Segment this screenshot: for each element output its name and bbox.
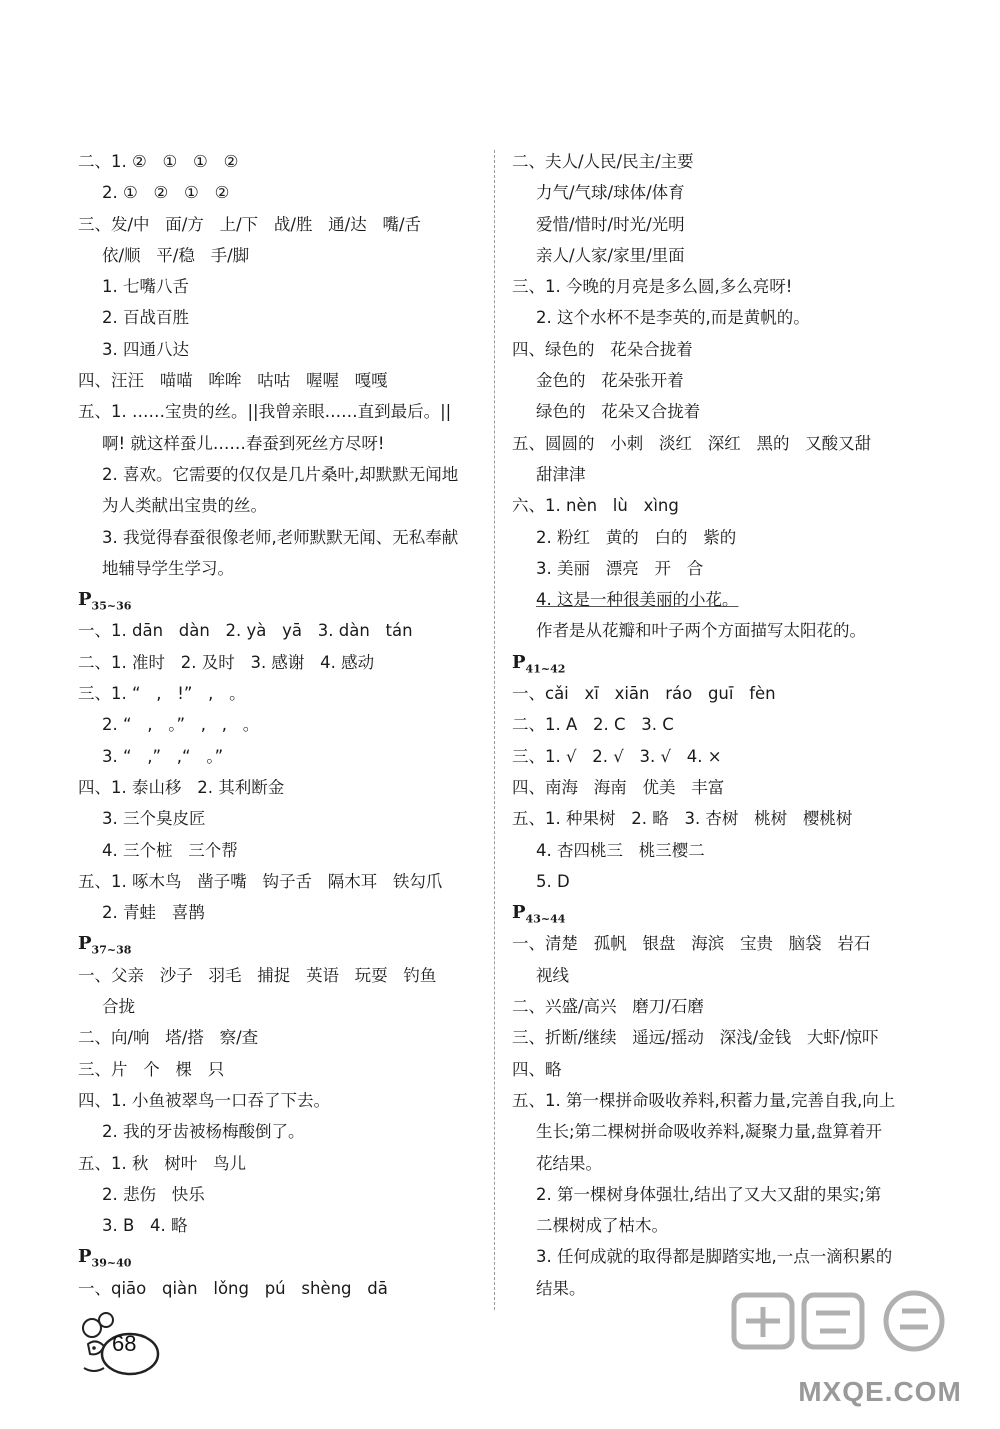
answer-text: 爱惜/惜时/时光/光明 bbox=[536, 214, 685, 234]
page-range: 35~36 bbox=[91, 599, 132, 613]
answer-text: 三、1. 今晚的月亮是多么圆,多么亮呀! bbox=[512, 277, 793, 297]
answer-text: 二、夫人/人民/民主/主要 bbox=[512, 152, 694, 171]
answer-line bbox=[512, 803, 922, 834]
answer-line bbox=[78, 960, 488, 991]
answer-text: 三、1. “ , !” , 。 bbox=[78, 684, 246, 704]
answer-line bbox=[512, 271, 922, 302]
answer-text: 一、qiāo qiàn lǒng pú shèng dā bbox=[78, 1278, 388, 1298]
answer-line bbox=[78, 302, 488, 333]
page-letter: P bbox=[78, 933, 92, 955]
page-letter: P bbox=[512, 651, 526, 673]
answer-line bbox=[512, 302, 922, 333]
answer-line bbox=[512, 240, 922, 271]
answer-text: 3. B 4. 略 bbox=[102, 1216, 188, 1236]
column-divider bbox=[494, 150, 495, 1310]
answer-text: 为人类献出宝贵的丝。 bbox=[102, 496, 267, 516]
answer-line bbox=[512, 1179, 922, 1210]
answer-line bbox=[512, 1116, 922, 1147]
answer-line bbox=[78, 709, 488, 740]
answer-text: 依/顺 平/稳 手/脚 bbox=[102, 245, 250, 265]
answer-text: 五、1. 秋 树叶 鸟儿 bbox=[78, 1153, 246, 1173]
answer-text: 3. 我觉得春蚕很像老师,老师默默无闻、无私奉献 bbox=[102, 527, 459, 547]
page-letter: P bbox=[512, 902, 526, 924]
answer-text: 金色的 花朵张开着 bbox=[536, 371, 684, 391]
answer-text: 2. 青蛙 喜鹊 bbox=[102, 903, 205, 923]
page-range-heading bbox=[512, 647, 922, 678]
answer-text: 2. 喜欢。它需要的仅仅是几片桑叶,却默默无闻地 bbox=[102, 464, 459, 484]
answer-line bbox=[78, 835, 488, 866]
answer-text: 力气/气球/球体/体育 bbox=[536, 183, 685, 203]
answer-line bbox=[78, 1148, 488, 1179]
answer-text: 5. D bbox=[536, 871, 570, 891]
answer-line bbox=[78, 1179, 488, 1210]
answer-text: 地辅导学生学习。 bbox=[102, 558, 234, 578]
answer-line bbox=[78, 897, 488, 928]
watermark-text: MXQE.COM bbox=[798, 1376, 962, 1407]
answer-line bbox=[512, 396, 922, 427]
answer-line bbox=[512, 334, 922, 365]
answer-text: 4. 三个桩 三个帮 bbox=[102, 840, 238, 860]
answer-line bbox=[78, 177, 488, 208]
answer-line bbox=[78, 647, 488, 678]
answer-text: 3. “ ,” ,“ 。” bbox=[102, 746, 224, 766]
answer-text: 花结果。 bbox=[536, 1153, 602, 1173]
answer-text: 二、1. 准时 2. 及时 3. 感谢 4. 感动 bbox=[78, 652, 375, 672]
answer-text: 一、cǎi xī xiān ráo guī fèn bbox=[512, 684, 776, 704]
answer-text: 视线 bbox=[536, 965, 569, 985]
answer-text: 五、1. 啄木鸟 凿子嘴 钩子舌 隔木耳 铁勾爪 bbox=[78, 871, 443, 891]
answer-text: 四、略 bbox=[512, 1059, 562, 1079]
answer-line bbox=[78, 991, 488, 1022]
answer-line bbox=[78, 553, 488, 584]
right-column bbox=[512, 146, 922, 1304]
answer-text: 2. 第一棵树身体强壮,结出了又大又甜的果实;第 bbox=[536, 1184, 882, 1204]
answer-text: 2. “ , 。” , , 。 bbox=[102, 715, 260, 735]
answer-line bbox=[512, 522, 922, 553]
answer-line bbox=[512, 584, 922, 615]
answer-text: 三、折断/继续 遥远/摇动 深浅/金钱 大虾/惊吓 bbox=[512, 1028, 879, 1048]
answer-line bbox=[78, 615, 488, 646]
answer-text: 作者是从花瓣和叶子两个方面描写太阳花的。 bbox=[536, 621, 866, 641]
answer-line bbox=[512, 428, 922, 459]
answer-text: 2. 我的牙齿被杨梅酸倒了。 bbox=[102, 1122, 305, 1142]
answer-text: 四、绿色的 花朵合拢着 bbox=[512, 339, 693, 359]
answer-text: 3. 任何成就的取得都是脚踏实地,一点一滴积累的 bbox=[536, 1247, 893, 1267]
page-range-heading bbox=[78, 584, 488, 615]
answer-line bbox=[512, 678, 922, 709]
answer-line bbox=[512, 1210, 922, 1241]
answer-line bbox=[512, 490, 922, 521]
answer-text: 四、南海 海南 优美 丰富 bbox=[512, 777, 725, 797]
answer-text: 3. 美丽 漂亮 开 合 bbox=[536, 558, 704, 578]
answer-line bbox=[512, 991, 922, 1022]
answer-text: 亲人/人家/家里/里面 bbox=[536, 245, 685, 265]
answer-line bbox=[78, 803, 488, 834]
page-range-heading bbox=[78, 928, 488, 959]
answer-line bbox=[512, 209, 922, 240]
answer-line bbox=[512, 866, 922, 897]
page-range: 43~44 bbox=[525, 912, 566, 926]
answer-line bbox=[78, 240, 488, 271]
answer-line bbox=[512, 960, 922, 991]
answer-line bbox=[78, 459, 488, 490]
answer-line bbox=[78, 866, 488, 897]
answer-text: 合拢 bbox=[102, 997, 135, 1017]
answer-line bbox=[78, 490, 488, 521]
page-range: 37~38 bbox=[91, 944, 132, 958]
answer-text: 五、1. 第一棵拼命吸收养料,积蓄力量,完善自我,向上 bbox=[512, 1090, 896, 1110]
answer-text: 一、父亲 沙子 羽毛 捕捉 英语 玩耍 钓鱼 bbox=[78, 965, 437, 985]
answer-text: 五、圆圆的 小刺 淡红 深红 黑的 又酸又甜 bbox=[512, 433, 872, 453]
page-number: 68 bbox=[112, 1331, 137, 1356]
answer-text: 3. 三个臭皮匠 bbox=[102, 809, 206, 829]
answer-line bbox=[78, 146, 488, 177]
answer-text: 三、1. √ 2. √ 3. √ 4. × bbox=[512, 746, 722, 766]
answer-text: 六、1. nèn lù xìng bbox=[512, 496, 679, 516]
answer-text: 二棵树成了枯木。 bbox=[536, 1216, 668, 1236]
answer-line bbox=[512, 741, 922, 772]
answer-text: 五、1. ……宝贵的丝。||我曾亲眼……直到最后。|| bbox=[78, 402, 452, 422]
answer-text: 4. 这是一种很美丽的小花。 bbox=[536, 590, 739, 610]
answer-text: 三、片 个 棵 只 bbox=[78, 1059, 225, 1079]
answer-text: 二、1. A 2. C 3. C bbox=[512, 715, 674, 735]
answer-text: 2. 粉红 黄的 白的 紫的 bbox=[536, 527, 737, 547]
page-letter: P bbox=[78, 1246, 92, 1268]
answer-line bbox=[78, 678, 488, 709]
answer-text: 结果。 bbox=[536, 1278, 586, 1298]
answer-text: 甜津津 bbox=[536, 464, 586, 484]
answer-line bbox=[512, 1022, 922, 1053]
answer-line bbox=[512, 146, 922, 177]
answer-line bbox=[78, 741, 488, 772]
answer-text: 2. 百战百胜 bbox=[102, 308, 189, 328]
answer-line bbox=[512, 1241, 922, 1272]
answer-text: 3. 四通八达 bbox=[102, 339, 189, 359]
answer-line bbox=[512, 928, 922, 959]
answer-text: 二、兴盛/高兴 磨刀/石磨 bbox=[512, 997, 704, 1017]
answer-text: 啊! 就这样蚕儿……春蚕到死丝方尽呀! bbox=[102, 433, 385, 453]
answer-line bbox=[78, 1085, 488, 1116]
answer-line bbox=[78, 334, 488, 365]
answer-line bbox=[78, 772, 488, 803]
answer-line bbox=[512, 1054, 922, 1085]
answer-text: 4. 杏四桃三 桃三樱二 bbox=[536, 840, 705, 860]
answer-text: 五、1. 种果树 2. 略 3. 杏树 桃树 樱桃树 bbox=[512, 809, 853, 829]
answer-line bbox=[512, 553, 922, 584]
page-range-heading bbox=[512, 897, 922, 928]
answer-line bbox=[512, 365, 922, 396]
answer-text: 二、1. ② ① ① ② bbox=[78, 152, 239, 171]
answer-line bbox=[512, 1148, 922, 1179]
answer-text: 绿色的 花朵又合拢着 bbox=[536, 402, 701, 422]
answer-line bbox=[78, 1116, 488, 1147]
left-column bbox=[78, 146, 488, 1304]
answer-line bbox=[512, 459, 922, 490]
answer-text: 2. 这个水杯不是李英的,而是黄帆的。 bbox=[536, 308, 810, 328]
answer-text: 四、1. 泰山移 2. 其利断金 bbox=[78, 777, 285, 797]
answer-line bbox=[78, 1210, 488, 1241]
answer-text: 四、1. 小鱼被翠鸟一口吞了下去。 bbox=[78, 1090, 330, 1110]
answer-line bbox=[78, 365, 488, 396]
answer-text: 1. 七嘴八舌 bbox=[102, 277, 189, 297]
answer-line bbox=[512, 615, 922, 646]
answer-line bbox=[512, 835, 922, 866]
answer-line bbox=[78, 209, 488, 240]
answer-line bbox=[512, 709, 922, 740]
answer-line bbox=[78, 1273, 488, 1304]
page-letter: P bbox=[78, 589, 92, 611]
answer-line bbox=[512, 1085, 922, 1116]
answer-text: 2. 悲伤 快乐 bbox=[102, 1184, 205, 1204]
answer-line bbox=[78, 271, 488, 302]
answer-line bbox=[512, 177, 922, 208]
answer-text: 二、向/响 塔/搭 察/查 bbox=[78, 1028, 259, 1048]
answer-text: 2. ① ② ① ② bbox=[102, 183, 230, 203]
page-range: 39~40 bbox=[91, 1256, 132, 1270]
answer-line bbox=[78, 1022, 488, 1053]
answer-text: 三、发/中 面/方 上/下 战/胜 通/达 嘴/舌 bbox=[78, 214, 422, 234]
answer-text: 生长;第二棵树拼命吸收养料,凝聚力量,盘算着开 bbox=[536, 1122, 883, 1142]
answer-line bbox=[512, 772, 922, 803]
answer-line bbox=[78, 522, 488, 553]
answer-line bbox=[78, 1054, 488, 1085]
answer-line bbox=[78, 428, 488, 459]
page-range-heading bbox=[78, 1241, 488, 1272]
answer-text: 一、1. dān dàn 2. yà yā 3. dàn tán bbox=[78, 621, 413, 641]
answer-line bbox=[78, 396, 488, 427]
answer-text: 四、汪汪 喵喵 哞哞 咕咕 喔喔 嘎嘎 bbox=[78, 371, 388, 391]
page-range: 41~42 bbox=[525, 662, 566, 676]
answer-text: 一、清楚 孤帆 银盘 海滨 宝贵 脑袋 岩石 bbox=[512, 934, 871, 954]
